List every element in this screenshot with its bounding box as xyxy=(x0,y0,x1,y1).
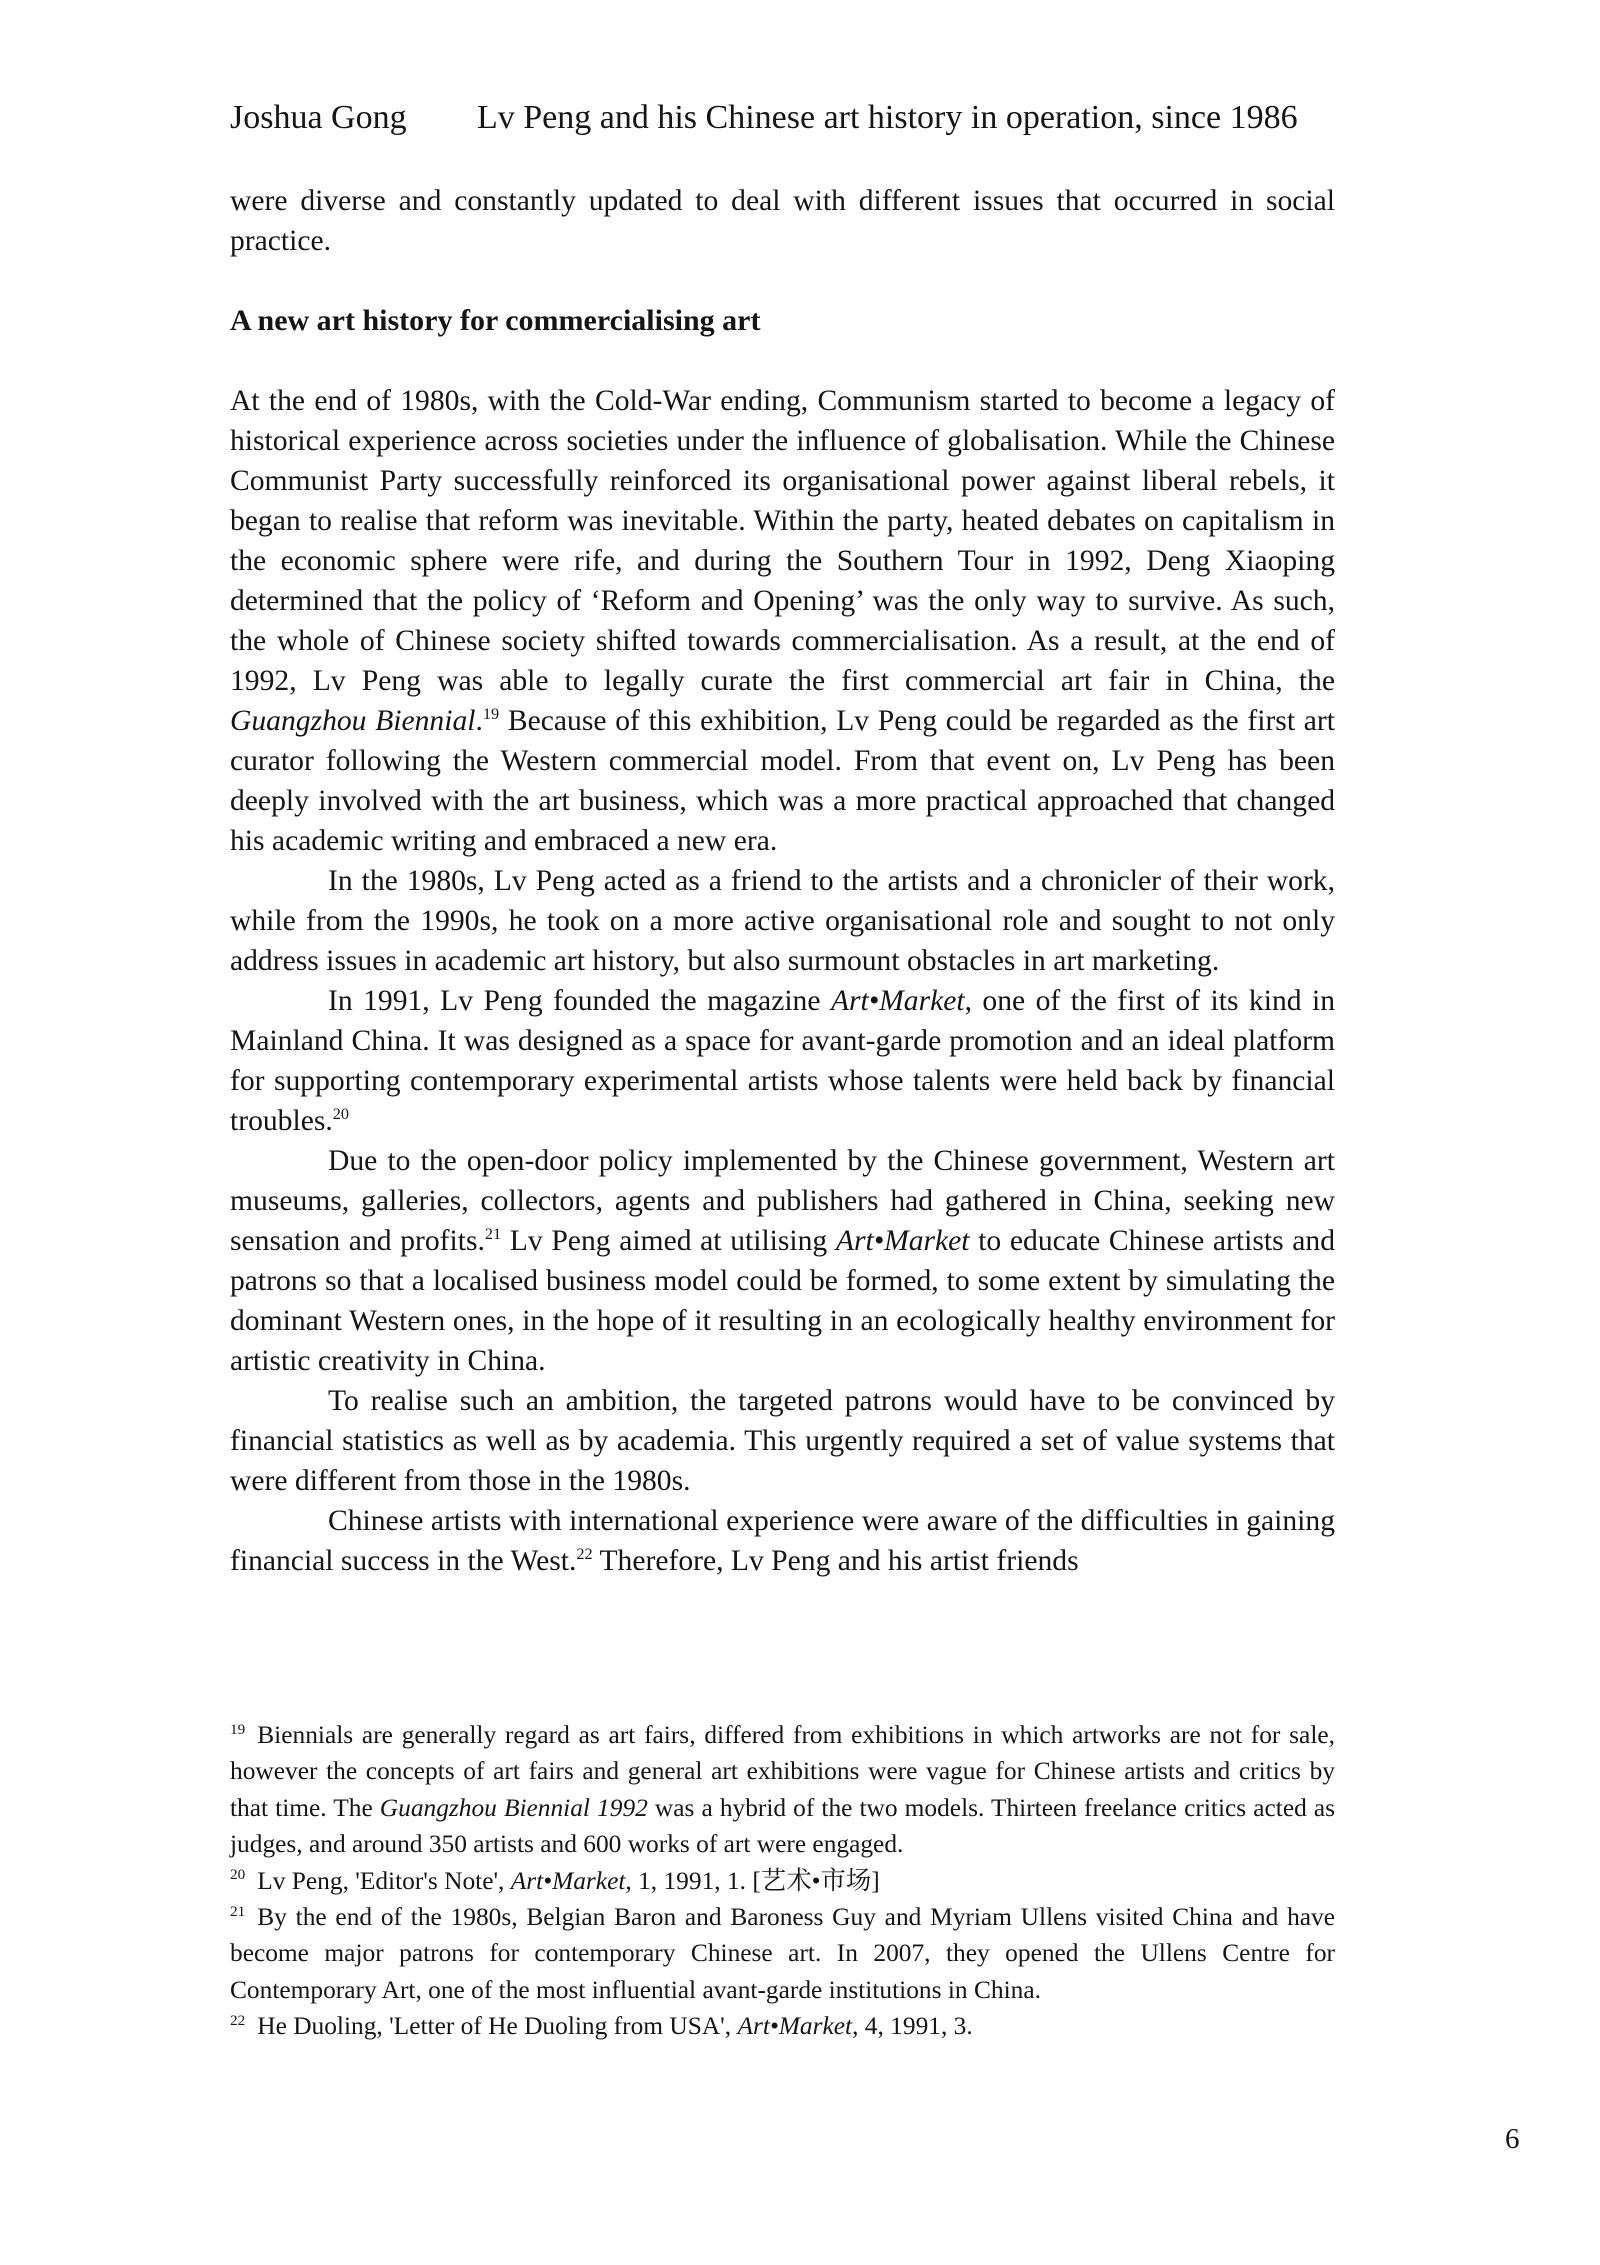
paragraph-1-text-b: . xyxy=(475,705,483,737)
footnote-text: was a hybrid of the two models. Thirteen freelance critics acted as judges, and around 350 artists and 600 works of art were engaged. xyxy=(230,1793,1336,1859)
footnote-22 xyxy=(230,2008,1335,2044)
paragraph-6-text-b: Therefore, Lv Peng and his artist friends xyxy=(592,1545,1079,1577)
paragraph-4 xyxy=(230,1141,1335,1381)
footnote-text: , 1, 1991, 1. [艺术•市场] xyxy=(625,1866,880,1895)
footnote-21 xyxy=(230,1899,1335,2008)
paragraph-6-text-a: Chinese artists with international experience were aware of the difficulties in gaining financial success in the West. xyxy=(230,1505,1335,1577)
continuation-paragraph: were diverse and constantly updated to deal with different issues that occurred in social practice. xyxy=(230,185,1335,257)
paragraph-4-text-a: Due to the open-door policy implemented by the Chinese government, Western art museums, galleries, collectors, agents and publishers had gathered in China, seeking new sensation and profits. xyxy=(230,1145,1335,1257)
art-market-italic: Art•Market xyxy=(835,1225,970,1257)
footnote-ref-20[interactable]: 20 xyxy=(332,1104,350,1124)
paragraph-5: To realise such an ambition, the targeted patrons would have to be convinced by financial statistics as well as by academia. This urgently required a set of value systems that were different from those in the 1980s. xyxy=(230,1385,1335,1497)
footnote-ref-19[interactable]: 19 xyxy=(482,704,500,724)
footnotes xyxy=(230,1717,1335,2045)
footnote-text: He Duoling, 'Letter of He Duoling from USA', xyxy=(257,2012,738,2041)
footnote-italic: Art•Market xyxy=(737,2012,853,2041)
footnote-ref-21[interactable]: 21 xyxy=(484,1224,502,1244)
art-market-italic: Art•Market xyxy=(830,985,965,1017)
paragraph-4-text-b: Lv Peng aimed at utilising xyxy=(501,1225,836,1257)
footnote-ref-22[interactable]: 22 xyxy=(576,1544,593,1564)
paragraph-6 xyxy=(230,1501,1335,1581)
paragraph-3 xyxy=(230,981,1335,1141)
footnote-number: 22 xyxy=(230,2011,246,2029)
footnote-number: 20 xyxy=(230,1866,246,1884)
footnote-text: By the end of the 1980s, Belgian Baron and Baroness Guy and Myriam Ullens visited China and have become major patrons for contemporary Chinese art. In 2007, they opened the Ullens Centre for Contemporary Art, one of the most influential avant-garde institutions in China. xyxy=(230,1903,1335,2004)
page-number: 6 xyxy=(1505,2123,1520,2155)
footnote-19 xyxy=(230,1717,1335,1863)
body-text xyxy=(230,181,1335,1581)
paragraph-1 xyxy=(230,381,1335,861)
footnote-text: Lv Peng, 'Editor's Note', xyxy=(257,1866,511,1895)
footnote-italic: Art•Market xyxy=(510,1866,626,1895)
running-header xyxy=(230,98,1298,138)
footnote-text: Biennials are generally regard as art fairs, differed from exhibitions in which artworks are not for sale, however the concepts of art fairs and general art exhibitions were vague for Chinese artists and critics by that time. The xyxy=(230,1721,1335,1822)
header-author: Joshua Gong xyxy=(230,99,407,136)
guangzhou-biennial-italic: Guangzhou Biennial xyxy=(230,705,476,737)
section-heading: A new art history for commercialising art xyxy=(230,304,761,337)
header-title: Lv Peng and his Chinese art history in operation, since 1986 xyxy=(477,99,1298,136)
paragraph-3-text-a: In 1991, Lv Peng founded the magazine xyxy=(328,985,831,1017)
footnote-20 xyxy=(230,1863,1335,1899)
paragraph-2: In the 1980s, Lv Peng acted as a friend to the artists and a chronicler of their work, while from the 1990s, he took on a more active organisational role and sought to not only address issues in academic art history, but also surmount obstacles in art marketing. xyxy=(230,865,1335,977)
footnote-number: 21 xyxy=(230,1902,246,1920)
footnote-number: 19 xyxy=(230,1720,246,1738)
paragraph-1-text-c: Because of this exhibition, Lv Peng could be regarded as the first art curator following the Western commercial model. From that event on, Lv Peng has been deeply involved with the art business, which was a more practical approached that changed his academic writing and embraced a new era. xyxy=(230,705,1335,857)
paragraph-3-text-b: , one of the first of its kind in Mainland China. It was designed as a space for avant-garde promotion and an ideal platform for supporting contemporary experimental artists whose talents were held back by financial troubles. xyxy=(230,985,1335,1137)
paragraph-1-text-a: At the end of 1980s, with the Cold-War ending, Communism started to become a legacy of historical experience across societies under the influence of globalisation. While the Chinese Communist Party successfully reinforced its organisational power against liberal rebels, it began to realise that reform was inevitable. Within the party, heated debates on capitalism in the economic sphere were rife, and during the Southern Tour in 1992, Deng Xiaoping determined that the policy of ‘Reform and Opening’ was the only way to survive. As such, the whole of Chinese society shifted towards commercialisation. As a result, at the end of 1992, Lv Peng was able to legally curate the first commercial art fair in China, the xyxy=(230,385,1335,697)
footnote-text: , 4, 1991, 3. xyxy=(852,2012,973,2041)
paragraph-4-text-c: to educate Chinese artists and patrons so that a localised business model could be formed, to some extent by simulating the dominant Western ones, in the hope of it resulting in an ecologically healthy environment for artistic creativity in China. xyxy=(230,1225,1335,1377)
footnote-italic: Guangzhou Biennial 1992 xyxy=(379,1793,648,1822)
